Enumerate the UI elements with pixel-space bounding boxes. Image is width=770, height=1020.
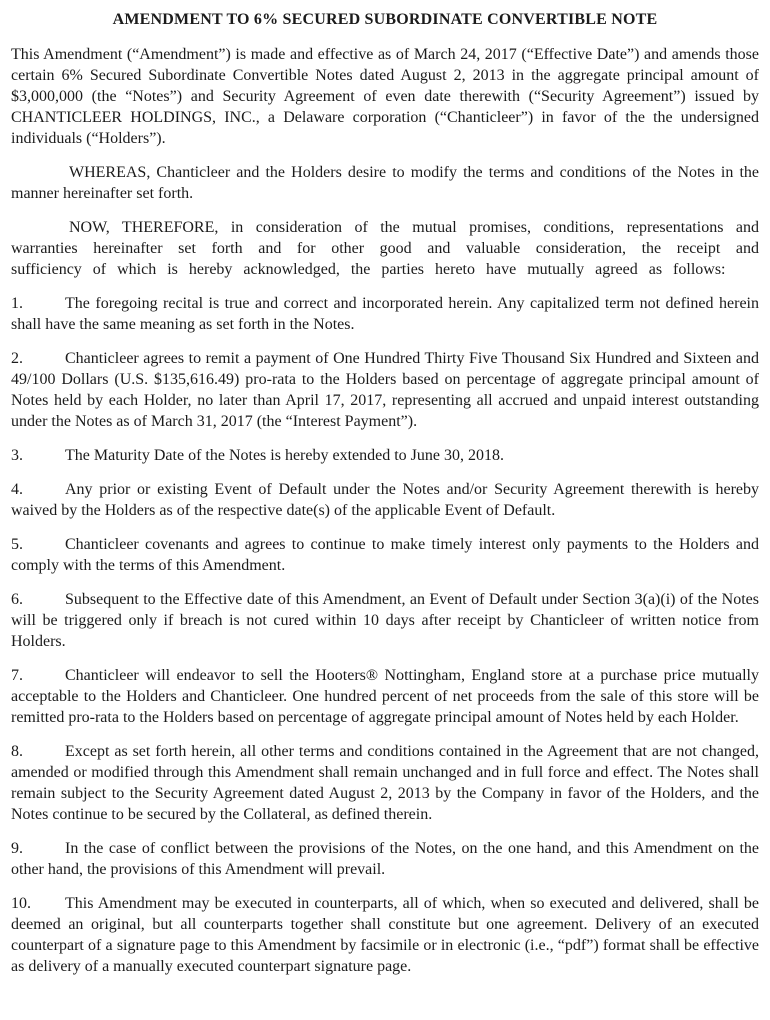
paragraph-number: 7. xyxy=(11,667,23,684)
now-therefore-clause: NOW, THEREFORE, in consideration of the mutual promises, conditions, representations and warranties hereinafter set forth and for other good and valuable consideration, the receipt and sufficiency of which is hereby acknowledged, the parties hereto have mutually agreed as follows: xyxy=(11,219,759,278)
document-title: AMENDMENT TO 6% SECURED SUBORDINATE CONVERTIBLE NOTE xyxy=(112,11,658,28)
numbered-paragraph-9 xyxy=(11,838,759,880)
paragraph-number: 5. xyxy=(11,536,23,553)
paragraph-text: Chanticleer covenants and agrees to continue to make timely interest only payments to the Holders and comply with the terms of this Amendment. xyxy=(11,536,759,574)
paragraph-number: 6. xyxy=(11,591,23,608)
whereas-clause: WHEREAS, Chanticleer and the Holders desire to modify the terms and conditions of the Notes in the manner hereinafter set forth. xyxy=(11,164,759,202)
paragraph-number: 2. xyxy=(11,350,23,367)
paragraph-text: Any prior or existing Event of Default under the Notes and/or Security Agreement therewith is hereby waived by the Holders as of the respective date(s) of the applicable Event of Default. xyxy=(11,481,759,519)
paragraph-text: Chanticleer agrees to remit a payment of One Hundred Thirty Five Thousand Six Hundred and Sixteen and 49/100 Dollars (U.S. $135,616.49) pro-rata to the Holders based on percentage of aggregate principal amount of Notes held by each Holder, no later than April 17, 2017, representing all accrued and unpaid interest outstanding under the Notes as of March 31, 2017 (the “Interest Payment”). xyxy=(11,350,759,430)
paragraph-text: The foregoing recital is true and correct and incorporated herein. Any capitalized term not defined herein shall have the same meaning as set forth in the Notes. xyxy=(11,295,759,333)
numbered-paragraph-10 xyxy=(11,893,759,977)
paragraph-text: Subsequent to the Effective date of this Amendment, an Event of Default under Section 3(a)(i) of the Notes will be triggered only if breach is not cured within 10 days after receipt by Chanticleer of written notice from Holders. xyxy=(11,591,759,650)
intro-paragraph: This Amendment (“Amendment”) is made and effective as of March 24, 2017 (“Effective Date”) and amends those certain 6% Secured Subordinate Convertible Notes dated August 2, 2013 in the aggregate principal amount of $3,000,000 (the “Notes”) and Security Agreement of even date therewith (“Security Agreement”) issued by CHANTICLEER HOLDINGS, INC., a Delaware corporation (“Chanticleer”) in favor of the the undersigned individuals (“Holders”). xyxy=(11,46,759,147)
numbered-paragraph-8 xyxy=(11,741,759,825)
numbered-paragraph-2 xyxy=(11,348,759,432)
numbered-paragraph-4 xyxy=(11,479,759,521)
paragraph-number: 10. xyxy=(11,895,31,912)
paragraph-text: Except as set forth herein, all other terms and conditions contained in the Agreement that are not changed, amended or modified through this Amendment shall remain unchanged and in full force and effect. The Notes shall remain subject to the Security Agreement dated August 2, 2013 by the Company in favor of the Holders, and the Notes continue to be secured by the Collateral, as defined therein. xyxy=(11,743,759,823)
numbered-paragraph-7 xyxy=(11,665,759,728)
paragraph-number: 8. xyxy=(11,743,23,760)
numbered-paragraph-3 xyxy=(11,445,759,466)
paragraph-text: The Maturity Date of the Notes is hereby extended to June 30, 2018. xyxy=(65,447,504,464)
paragraph-number: 1. xyxy=(11,295,23,312)
paragraph-number: 4. xyxy=(11,481,23,498)
paragraph-text: Chanticleer will endeavor to sell the Hooters® Nottingham, England store at a purchase price mutually acceptable to the Holders and Chanticleer. One hundred percent of net proceeds from the sale of this store will be remitted pro-rata to the Holders based on percentage of aggregate principal amount of Notes held by each Holder. xyxy=(11,667,759,726)
paragraph-text: This Amendment may be executed in counterparts, all of which, when so executed and delivered, shall be deemed an original, but all counterparts together shall constitute but one agreement. Delivery of an executed counterpart of a signature page to this Amendment by facsimile or in electronic (i.e., “pdf”) format shall be effective as delivery of a manually executed counterpart signature page. xyxy=(11,895,759,975)
paragraph-number: 3. xyxy=(11,447,23,464)
paragraph-text: In the case of conflict between the provisions of the Notes, on the one hand, and this Amendment on the other hand, the provisions of this Amendment will prevail. xyxy=(11,840,759,878)
paragraph-number: 9. xyxy=(11,840,23,857)
numbered-paragraph-5 xyxy=(11,534,759,576)
numbered-paragraph-6 xyxy=(11,589,759,652)
numbered-paragraph-1 xyxy=(11,293,759,335)
